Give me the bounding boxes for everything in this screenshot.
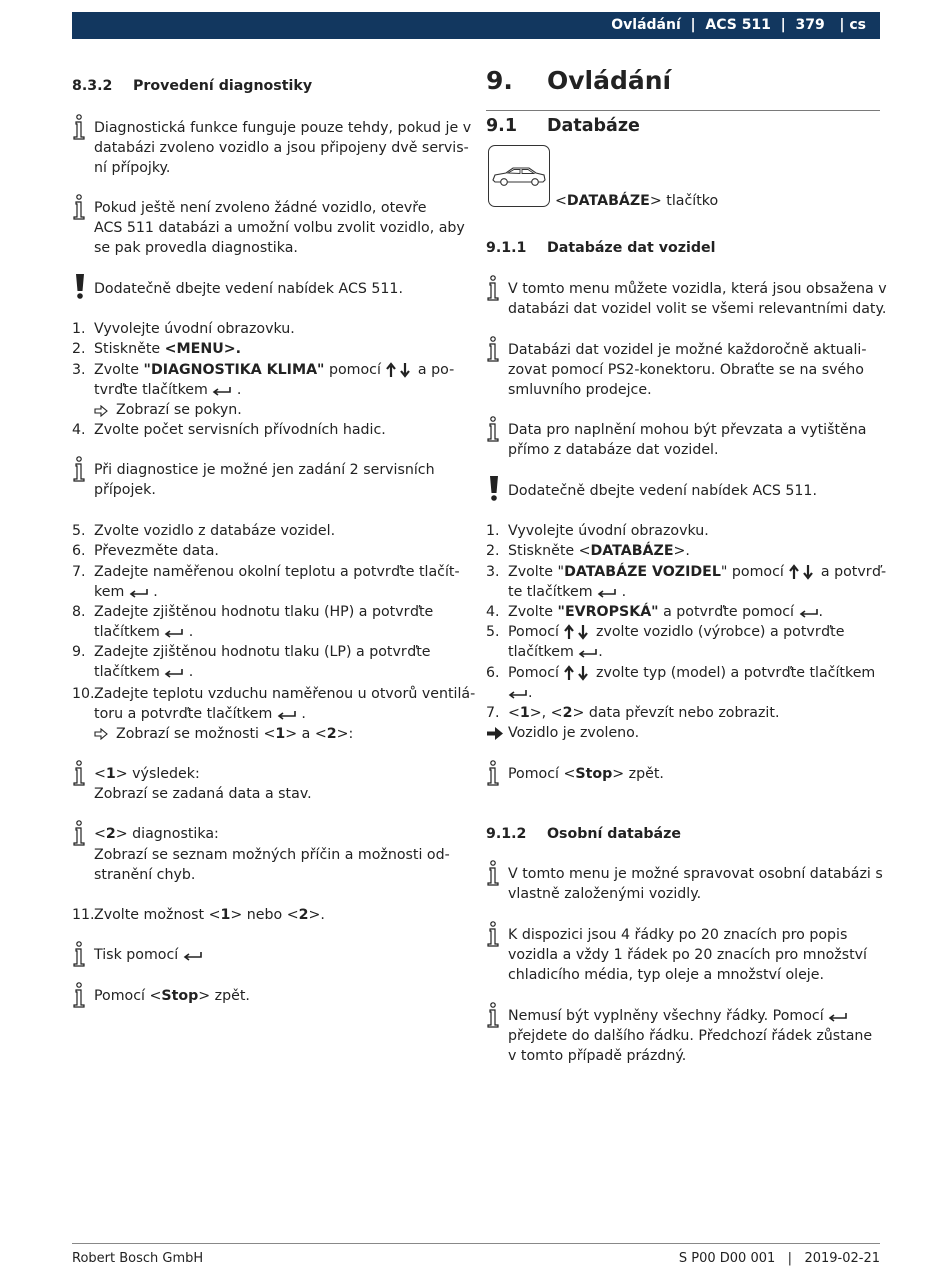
- note-text: <2> diagnostika:: [94, 826, 219, 842]
- step-number: 1.: [486, 523, 500, 539]
- step-number: 7.: [486, 705, 500, 721]
- step-text: tvrďte tlačítkem .: [94, 382, 242, 398]
- subsection-number: 9.1.2: [486, 826, 527, 842]
- info-icon: [486, 921, 500, 947]
- note-text: přejdete do dalšího řádku. Předchozí řádek zůstane: [508, 1028, 873, 1044]
- car-icon: [488, 145, 550, 207]
- result-arrow-icon: [94, 728, 108, 740]
- enter-icon: [578, 646, 598, 658]
- step-number: 1.: [72, 321, 86, 337]
- step-result: Zobrazí se možnosti <1> a <2>:: [116, 726, 354, 742]
- up-down-arrows-icon: [563, 665, 591, 681]
- enter-icon: [183, 949, 203, 961]
- step-text: Zadejte naměřenou okolní teplotu a potvrďte tlačít-: [94, 564, 460, 580]
- chapter-number: 9.: [486, 66, 513, 95]
- step-text: tlačítkem .: [94, 624, 194, 640]
- step-number: 5.: [72, 523, 86, 539]
- enter-icon: [164, 626, 184, 638]
- note-text: Data pro naplnění mohou být převzata a vytištěna: [508, 422, 867, 438]
- enter-icon: [828, 1010, 848, 1022]
- step-text: Zadejte zjištěnou hodnotu tlaku (LP) a potvrďte: [94, 644, 431, 660]
- note-text: Zobrazí se seznam možných příčin a možnosti od-: [94, 847, 450, 863]
- step-result: Zobrazí se pokyn.: [116, 402, 242, 418]
- note-text: vozidla a vždy 1 řádek po 20 znacích pro množství: [508, 947, 867, 963]
- step-text: Stiskněte <DATABÁZE>.: [508, 543, 690, 559]
- step-text: Vyvolejte úvodní obrazovku.: [508, 523, 709, 539]
- step-number: 4.: [72, 422, 86, 438]
- note-text: V tomto menu je možné spravovat osobní databázi s: [508, 866, 883, 882]
- step-number: 2.: [486, 543, 500, 559]
- warning-text: Dodatečně dbejte vedení nabídek ACS 511.: [94, 281, 403, 297]
- info-icon: [72, 114, 86, 140]
- enter-icon: [799, 606, 819, 618]
- note-text: Pokud ještě není zvoleno žádné vozidlo, otevře: [94, 200, 427, 216]
- step-text: Zvolte vozidlo z databáze vozidel.: [94, 523, 336, 539]
- exclamation-icon: [73, 273, 87, 299]
- step-text: toru a potvrďte tlačítkem .: [94, 706, 306, 722]
- step-number: 3.: [72, 362, 86, 378]
- step-text: Zadejte zjištěnou hodnotu tlaku (HP) a potvrďte: [94, 604, 434, 620]
- enter-icon: [508, 687, 528, 699]
- note-text: přímo z databáze dat vozidel.: [508, 442, 719, 458]
- step-number: 2.: [72, 341, 86, 357]
- subsection-title: Osobní databáze: [547, 826, 682, 842]
- info-icon: [486, 860, 500, 886]
- note-text: databázi dat vozidel volit se všemi relevantními daty.: [508, 301, 887, 317]
- note-text: Nemusí být vyplněny všechny řádky. Pomocí: [508, 1006, 848, 1026]
- info-icon: [486, 760, 500, 786]
- step-text: Pomocí zvolte vozidlo (výrobce) a potvrďte: [508, 624, 845, 640]
- note-text: Zobrazí se zadaná data a stav.: [94, 786, 312, 802]
- info-icon: [486, 416, 500, 442]
- step-number: 9.: [72, 644, 86, 660]
- note-text: se pak provedla diagnostika.: [94, 240, 298, 256]
- note-text: Pomocí <Stop> zpět.: [94, 988, 250, 1004]
- step-text: Vyvolejte úvodní obrazovku.: [94, 321, 295, 337]
- step-text: kem .: [94, 584, 158, 600]
- footer-company: Robert Bosch GmbH: [72, 1251, 204, 1266]
- step-text: te tlačítkem .: [508, 584, 627, 600]
- enter-icon: [164, 666, 184, 678]
- enter-icon: [597, 586, 617, 598]
- step-text: <1>, <2> data převzít nebo zobrazit.: [508, 705, 780, 721]
- database-button-label: <DATABÁZE> tlačítko: [555, 193, 719, 209]
- section-number: 8.3.2: [72, 78, 113, 94]
- step-text: tlačítkem .: [508, 644, 603, 660]
- enter-icon: [129, 586, 149, 598]
- step-number: 6.: [72, 543, 86, 559]
- note-text: Při diagnostice je možné jen zadání 2 servisních: [94, 462, 435, 478]
- note-text: ACS 511 databázi a umožní volbu zvolit vozidlo, aby: [94, 220, 465, 236]
- step-text: Zvolte "DATABÁZE VOZIDEL" pomocí a potvrď-: [508, 564, 887, 580]
- step-text: Zadejte teplotu vzduchu naměřenou u otvorů ventilá-: [94, 686, 476, 702]
- section-number: 9.1: [486, 116, 518, 136]
- step-number: 11.: [72, 907, 95, 923]
- result-text: Vozidlo je zvoleno.: [508, 725, 640, 741]
- step-text: Zvolte možnost <1> nebo <2>.: [94, 907, 325, 923]
- enter-icon: [212, 384, 232, 396]
- step-text: tlačítkem .: [94, 664, 194, 680]
- note-text: stranění chyb.: [94, 867, 196, 883]
- step-text: Zvolte "EVROPSKÁ" a potvrďte pomocí .: [508, 604, 824, 620]
- note-text: v tomto případě prázdný.: [508, 1048, 687, 1064]
- chapter-divider: [486, 110, 880, 111]
- section-title: Provedení diagnostiky: [133, 78, 313, 94]
- step-text: Zvolte "DIAGNOSTIKA KLIMA" pomocí a po-: [94, 362, 455, 378]
- step-text: Stiskněte <MENU>.: [94, 341, 242, 357]
- subsection-number: 9.1.1: [486, 240, 527, 256]
- info-icon: [72, 456, 86, 482]
- info-icon: [486, 275, 500, 301]
- result-arrow-icon: [486, 726, 504, 741]
- section-title: Databáze: [547, 116, 640, 136]
- header-text: Ovládání | ACS 511 | 379 | cs: [611, 17, 866, 33]
- footer-divider: [72, 1243, 880, 1244]
- info-icon: [72, 982, 86, 1008]
- info-icon: [72, 194, 86, 220]
- step-number: 8.: [72, 604, 86, 620]
- note-text: Pomocí <Stop> zpět.: [508, 766, 664, 782]
- up-down-arrows-icon: [385, 362, 413, 378]
- info-icon: [72, 941, 86, 967]
- info-icon: [72, 820, 86, 846]
- result-arrow-icon: [94, 405, 108, 417]
- note-text: <1> výsledek:: [94, 766, 200, 782]
- up-down-arrows-icon: [788, 564, 816, 580]
- step-text: Pomocí zvolte typ (model) a potvrďte tlačítkem: [508, 665, 876, 681]
- note-text: Diagnostická funkce funguje pouze tehdy, pokud je v: [94, 120, 472, 136]
- note-text: Tisk pomocí: [94, 945, 203, 965]
- step-number: 5.: [486, 624, 500, 640]
- info-icon: [72, 760, 86, 786]
- note-text: ní přípojky.: [94, 160, 171, 176]
- page-header: [72, 12, 880, 39]
- up-down-arrows-icon: [563, 624, 591, 640]
- note-text: přípojek.: [94, 482, 156, 498]
- step-text: Zvolte počet servisních přívodních hadic.: [94, 422, 386, 438]
- exclamation-icon: [487, 475, 501, 501]
- chapter-title: Ovládání: [547, 66, 672, 95]
- step-number: 6.: [486, 665, 500, 681]
- step-number: 3.: [486, 564, 500, 580]
- warning-text: Dodatečně dbejte vedení nabídek ACS 511.: [508, 483, 817, 499]
- step-number: 4.: [486, 604, 500, 620]
- subsection-title: Databáze dat vozidel: [547, 240, 716, 256]
- step-number: 7.: [72, 564, 86, 580]
- note-text: Databázi dat vozidel je možné každoročně aktuali-: [508, 342, 867, 358]
- step-text: .: [508, 683, 533, 703]
- note-text: zovat pomocí PS2-konektoru. Obraťte se na svého: [508, 362, 864, 378]
- note-text: V tomto menu můžete vozidla, která jsou obsažena v: [508, 281, 887, 297]
- step-text: Převezměte data.: [94, 543, 219, 559]
- footer-document-info: S P00 D00 001 | 2019-02-21: [678, 1251, 880, 1266]
- info-icon: [486, 1002, 500, 1028]
- note-text: chladicího média, typ oleje a množství oleje.: [508, 967, 824, 983]
- enter-icon: [277, 708, 297, 720]
- note-text: smluvního prodejce.: [508, 382, 652, 398]
- info-icon: [486, 336, 500, 362]
- note-text: K dispozici jsou 4 řádky po 20 znacích pro popis: [508, 927, 848, 943]
- step-number: 10.: [72, 686, 95, 702]
- note-text: vlastně založenými vozidly.: [508, 886, 702, 902]
- note-text: databázi zvoleno vozidlo a jsou připojeny dvě servis-: [94, 140, 469, 156]
